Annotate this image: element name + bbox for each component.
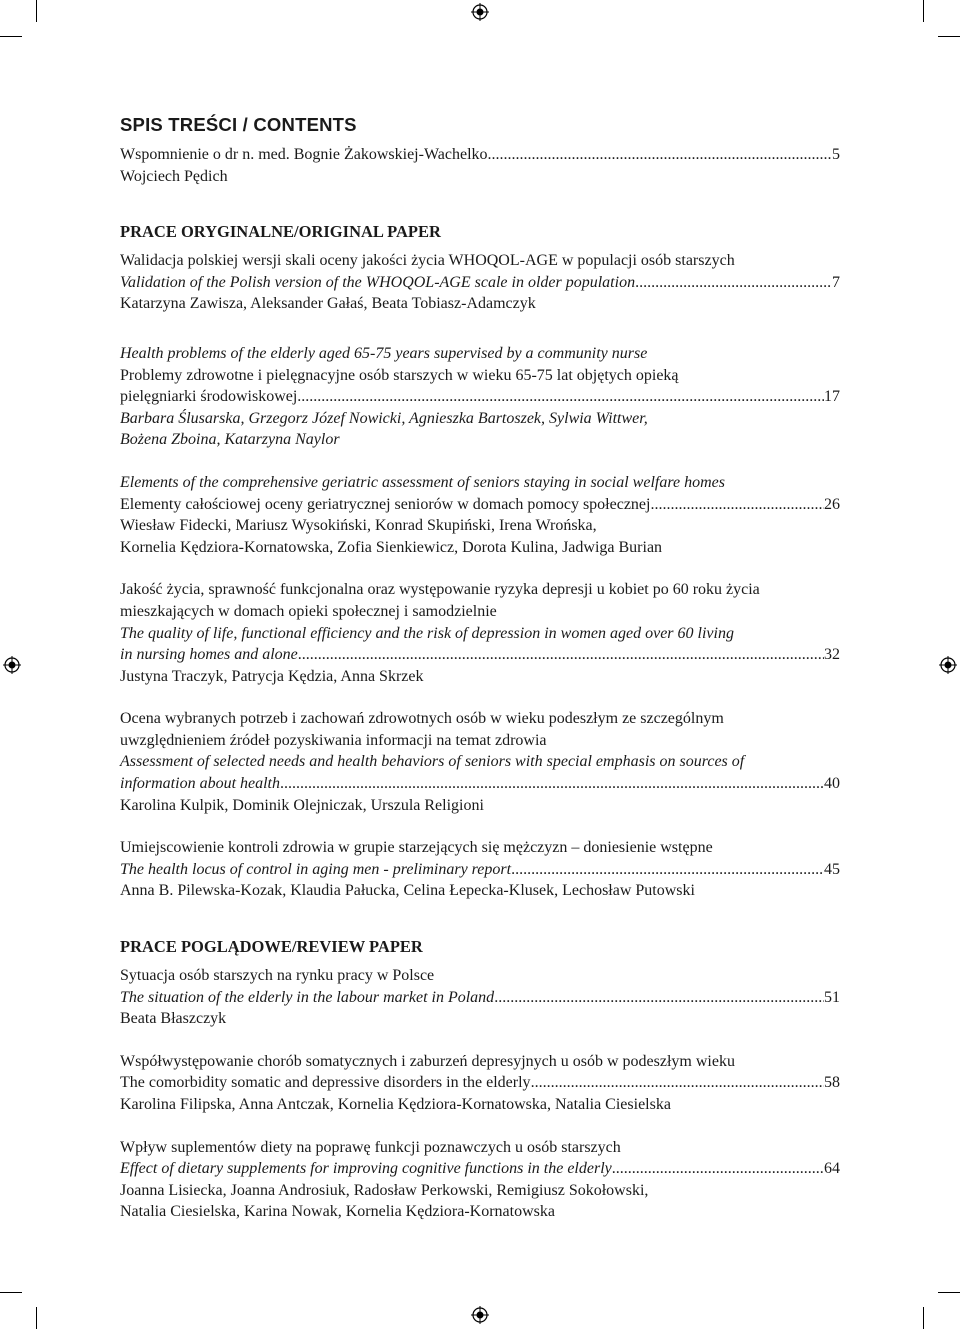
entry-title-en: The quality of life, functional efficiency and the risk of depression in women aged over 60 living [120, 624, 734, 642]
page-number: 64 [824, 1160, 840, 1178]
entry-authors: Karolina Filipska, Anna Antczak, Kornelia Kędziora-Kornatowska, Natalia Ciesielska [120, 1096, 671, 1113]
toc-entry[interactable] [120, 965, 840, 1030]
dot-leader [612, 1158, 824, 1180]
registration-mark-top-icon [471, 3, 489, 21]
toc-entry[interactable] [120, 837, 840, 902]
entry-authors: Barbara Ślusarska, Grzegorz Józef Nowicki, Agnieszka Bartoszek, Sylwia Wittwer, [120, 409, 648, 427]
crop-mark-top-left-h [0, 36, 22, 37]
entry-title-pl: Wpływ suplementów diety na poprawę funkcji poznawczych u osób starszych [120, 1138, 621, 1156]
entry-title-en: The health locus of control in aging men - preliminary report [120, 860, 512, 878]
dot-leader [488, 144, 832, 166]
crop-mark-bottom-right [923, 1307, 924, 1329]
page-number: 17 [824, 388, 840, 406]
entry-title-pl: Elementy całościowej oceny geriatrycznej seniorów w domach pomocy społecznej [120, 495, 651, 513]
crop-mark-top-right-h [938, 36, 960, 37]
dot-leader [531, 1072, 824, 1094]
entry-title-line [120, 644, 840, 666]
entry-title-en: The situation of the elderly in the labour market in Poland [120, 988, 495, 1006]
page-number: 45 [824, 860, 840, 878]
page-number: 40 [824, 775, 840, 793]
entry-title-pl: Umiejscowienie kontroli zdrowia w grupie starzejących się mężczyzn – doniesienie wstępne [120, 839, 713, 857]
entry-title-line [120, 859, 840, 881]
page-number: 5 [832, 146, 840, 163]
toc-entry[interactable] [120, 708, 840, 816]
entry-title-line [120, 987, 840, 1009]
entry-title-pl: Jakość życia, sprawność funkcjonalna oraz występowanie ryzyka depresji u kobiet po 60 roku życia [120, 581, 760, 599]
entry-title-pl-cont: uwzględnieniem źródeł pozyskiwania informacji na temat zdrowia [120, 731, 547, 749]
entry-title-en-cont: information about health [120, 775, 280, 793]
entry-title-en: Effect of dietary supplements for improving cognitive functions in the elderly [120, 1160, 612, 1178]
registration-mark-left-icon [3, 656, 21, 674]
entry-authors: Beata Błaszczyk [120, 1010, 227, 1028]
registration-mark-right-icon [939, 656, 957, 674]
crop-mark-bottom-left-h [0, 1292, 22, 1293]
entry-title-pl: Sytuacja osób starszych na rynku pracy w Polsce [120, 967, 435, 985]
entry-title-en: Health problems of the elderly aged 65-75 years supervised by a community nurse [120, 344, 648, 362]
entry-title-pl: Współwystępowanie chorób somatycznych i zaburzeń depresyjnych u osób w podeszłym wieku [120, 1052, 735, 1070]
entry-authors: Karolina Kulpik, Dominik Olejniczak, Urszula Religioni [120, 796, 484, 814]
page-number: 32 [824, 646, 840, 664]
crop-mark-top-left [36, 0, 37, 22]
entry-title-line [120, 1072, 840, 1094]
entry-authors-cont: Natalia Ciesielska, Karina Nowak, Kornelia Kędziora-Kornatowska [120, 1203, 555, 1221]
dot-leader [297, 386, 824, 408]
page-number: 26 [824, 495, 840, 513]
entry-title-line [120, 272, 840, 294]
entry-authors-cont: Kornelia Kędziora-Kornatowska, Zofia Sienkiewicz, Dorota Kulina, Jadwiga Burian [120, 538, 663, 556]
page-number: 58 [824, 1074, 840, 1092]
entry-authors: Wojciech Pędich [120, 167, 228, 185]
entry-title-pl-cont: pielęgniarki środowiskowej [120, 388, 298, 406]
registration-mark-bottom-icon [471, 1306, 489, 1324]
crop-mark-bottom-right-h [938, 1292, 960, 1293]
toc-heading: SPIS TREŚCI / CONTENTS [120, 114, 357, 135]
dot-leader [494, 987, 824, 1009]
entry-title-pl: Ocena wybranych potrzeb i zachowań zdrowotnych osób w wieku podeszłym ze szczególnym [120, 710, 724, 728]
dot-leader [635, 272, 832, 294]
entry-title: Wspomnienie o dr n. med. Bognie Żakowskiej-Wachelko [120, 146, 488, 163]
entry-authors: Katarzyna Zawisza, Aleksander Gałaś, Beata Tobiasz-Adamczyk [120, 295, 536, 313]
entry-title-line [120, 386, 840, 408]
entry-title-en: Elements of the comprehensive geriatric assessment of seniors staying in social welfare homes [120, 473, 725, 491]
page-number: 7 [832, 273, 840, 291]
page-number: 51 [824, 988, 840, 1006]
entry-authors-cont: Bożena Zboina, Katarzyna Naylor [120, 431, 340, 449]
dot-leader [298, 644, 824, 666]
section-heading-original: PRACE ORYGINALNE/ORIGINAL PAPER [120, 222, 441, 242]
dot-leader [650, 494, 824, 516]
toc-entry[interactable] [120, 472, 840, 558]
entry-title-en: Validation of the Polish version of the WHOQOL-AGE scale in older population [120, 273, 636, 291]
toc-entry[interactable] [120, 1137, 840, 1223]
entry-title-line [120, 1158, 840, 1180]
dot-leader [511, 859, 824, 881]
dot-leader [280, 773, 824, 795]
toc-entry[interactable] [120, 250, 840, 315]
table-of-contents [120, 112, 840, 1244]
crop-mark-bottom-left [36, 1307, 37, 1329]
section-heading-review: PRACE POGLĄDOWE/REVIEW PAPER [120, 937, 423, 957]
entry-authors: Joanna Lisiecka, Joanna Androsiuk, Radosław Perkowski, Remigiusz Sokołowski, [120, 1181, 649, 1199]
entry-authors: Justyna Traczyk, Patrycja Kędzia, Anna Skrzek [120, 667, 424, 685]
crop-mark-top-right [923, 0, 924, 22]
toc-entry[interactable] [120, 579, 840, 687]
toc-entry-intro[interactable] [120, 144, 840, 187]
entry-authors: Wiesław Fidecki, Mariusz Wysokiński, Konrad Skupiński, Irena Wrońska, [120, 517, 597, 535]
entry-title-pl: Problemy zdrowotne i pielęgnacyjne osób starszych w wieku 65-75 lat objętych opieką [120, 366, 679, 384]
entry-title-line [120, 773, 840, 795]
toc-entry[interactable] [120, 343, 840, 451]
entry-title-en-cont: in nursing homes and alone [120, 646, 298, 664]
entry-title-pl: Walidacja polskiej wersji skali oceny jakości życia WHOQOL-AGE w populacji osób starszych [120, 252, 735, 270]
entry-title-line [120, 494, 840, 516]
toc-entry[interactable] [120, 1051, 840, 1116]
entry-title-en: The comorbidity somatic and depressive disorders in the elderly [120, 1074, 531, 1092]
entry-title-en: Assessment of selected needs and health behaviors of seniors with special emphasis on sources of [120, 753, 745, 771]
entry-title-line [120, 144, 840, 166]
entry-title-pl-cont: mieszkających w domach opieki społecznej i samodzielnie [120, 602, 497, 620]
entry-authors: Anna B. Pilewska-Kozak, Klaudia Pałucka, Celina Łepecka-Klusek, Lechosław Putowski [120, 882, 695, 900]
